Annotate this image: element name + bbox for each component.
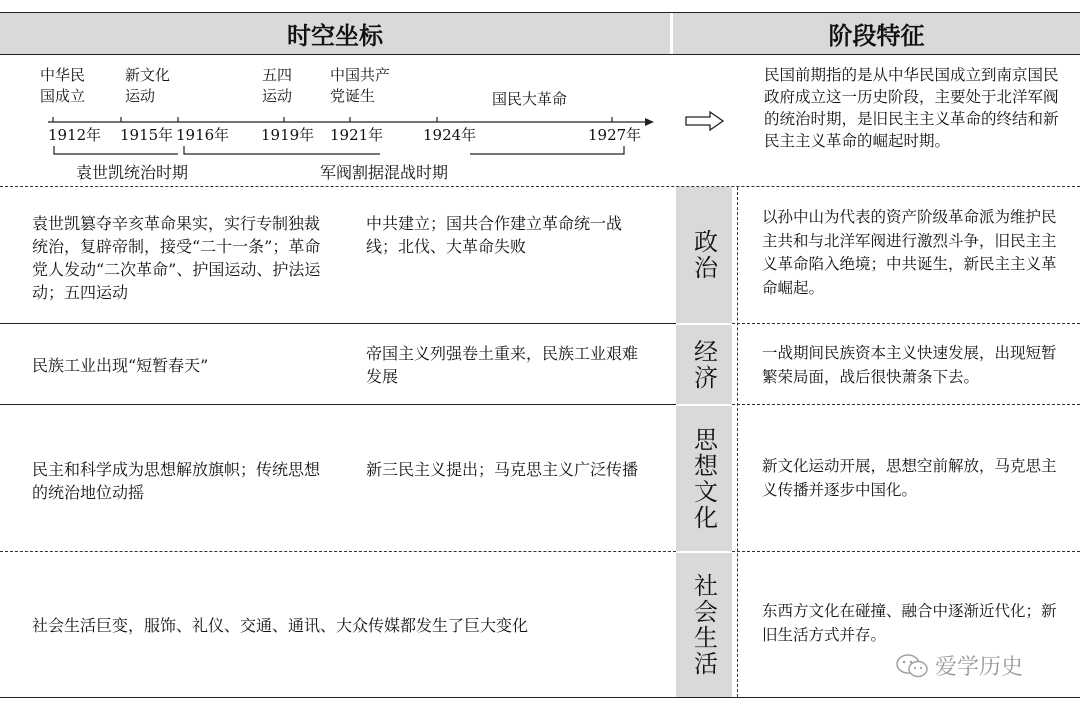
event-national-revolution <box>492 89 567 110</box>
event-new-culture <box>125 65 170 107</box>
category-society <box>676 553 732 697</box>
event-line: 新文化 <box>125 66 171 84</box>
category-label: 经济 <box>689 338 718 391</box>
year-label: 1915年 <box>120 126 174 144</box>
right-arrow-icon <box>684 110 726 132</box>
year-label: 1916年 <box>176 126 230 144</box>
thought-left: 民主和科学成为思想解放旗帜；传统思想的统治地位动摇 <box>32 460 321 502</box>
header-left <box>0 13 670 54</box>
header-left-title: 时空坐标 <box>287 22 383 50</box>
society-feature: 东西方文化在碰撞、融合中逐渐近代化；新旧生活方式并存。 <box>762 602 1057 644</box>
year-label: 1927年 <box>588 126 642 144</box>
economy-left: 民族工业出现“短暂春天” <box>32 356 209 375</box>
wechat-icon <box>895 652 929 680</box>
thought-feature: 新文化运动开展，思想空前解放，马克思主义传播并逐步中国化。 <box>762 457 1057 499</box>
event-line: 国民大革命 <box>492 90 568 108</box>
category-politics <box>676 187 732 323</box>
category-economy <box>676 325 732 404</box>
event-line: 中国共产 <box>330 66 391 84</box>
society-left: 社会生活巨变，服饰、礼仪、交通、通讯、大众传媒都发生了巨大变化 <box>32 616 529 635</box>
watermark <box>895 650 1023 681</box>
event-roc-founded <box>40 65 85 107</box>
category-thought <box>676 406 732 551</box>
economy-feature: 一战期间民族资本主义快速发展，出现短暂繁荣局面，战后很快萧条下去。 <box>762 344 1057 386</box>
year-label: 1924年 <box>423 126 477 144</box>
event-line: 运动 <box>262 87 293 105</box>
event-line: 国成立 <box>40 87 86 105</box>
row-divider <box>0 323 676 324</box>
header-right <box>673 13 1080 54</box>
politics-left: 袁世凯篡夺辛亥革命果实，实行专制独裁统治，复辟帝制，接受“二十一条”；革命党人发动“二次革命”、护国运动、护法运动；五四运动 <box>32 214 321 302</box>
politics-middle: 中共建立；国共合作建立革命统一战线；北伐、大革命失败 <box>366 214 623 256</box>
row-divider <box>732 404 1080 405</box>
period-brackets <box>50 146 650 160</box>
event-line: 五四 <box>262 66 293 84</box>
year-label: 1912年 <box>48 126 102 144</box>
summary-text: 民国前期指的是从中华民国成立到南京国民政府成立这一历史阶段，主要处于北洋军阀的统治时期，是旧民主主义革命的终结和新民主主义革命的崛起时期。 <box>764 66 1059 150</box>
row-divider <box>0 186 1080 187</box>
header-bottom-border <box>0 54 1080 55</box>
feature-column-divider <box>737 187 738 697</box>
bottom-border <box>0 697 1080 698</box>
year-label: 1919年 <box>261 126 315 144</box>
event-ccp-born <box>330 65 390 107</box>
event-line: 党诞生 <box>330 87 376 105</box>
category-label: 社会生活 <box>689 573 718 677</box>
period-warlord: 军阀割据混战时期 <box>320 163 449 182</box>
row-divider <box>732 323 1080 324</box>
header-right-title: 阶段特征 <box>828 22 925 50</box>
period-yuan: 袁世凯统治时期 <box>76 163 189 182</box>
year-label: 1921年 <box>330 126 384 144</box>
row-divider <box>0 551 676 552</box>
header-divider <box>670 13 673 54</box>
event-line: 中华民 <box>40 66 86 84</box>
thought-middle: 新三民主义提出；马克思主义广泛传播 <box>366 460 639 479</box>
politics-feature: 以孙中山为代表的资产阶级革命派为维护民主共和与北洋军阀进行激烈斗争，旧民主主义革命陷入绝境；中共诞生，新民主主义革命崛起。 <box>762 208 1057 297</box>
row-divider <box>732 551 1080 552</box>
event-line: 运动 <box>125 87 156 105</box>
watermark-text: 爱学历史 <box>935 655 1024 680</box>
economy-middle: 帝国主义列强卷土重来，民族工业艰难发展 <box>366 344 639 386</box>
event-may-fourth <box>262 65 292 107</box>
category-label: 思想文化 <box>689 426 718 531</box>
row-divider <box>0 404 676 405</box>
category-label: 政治 <box>689 229 718 281</box>
